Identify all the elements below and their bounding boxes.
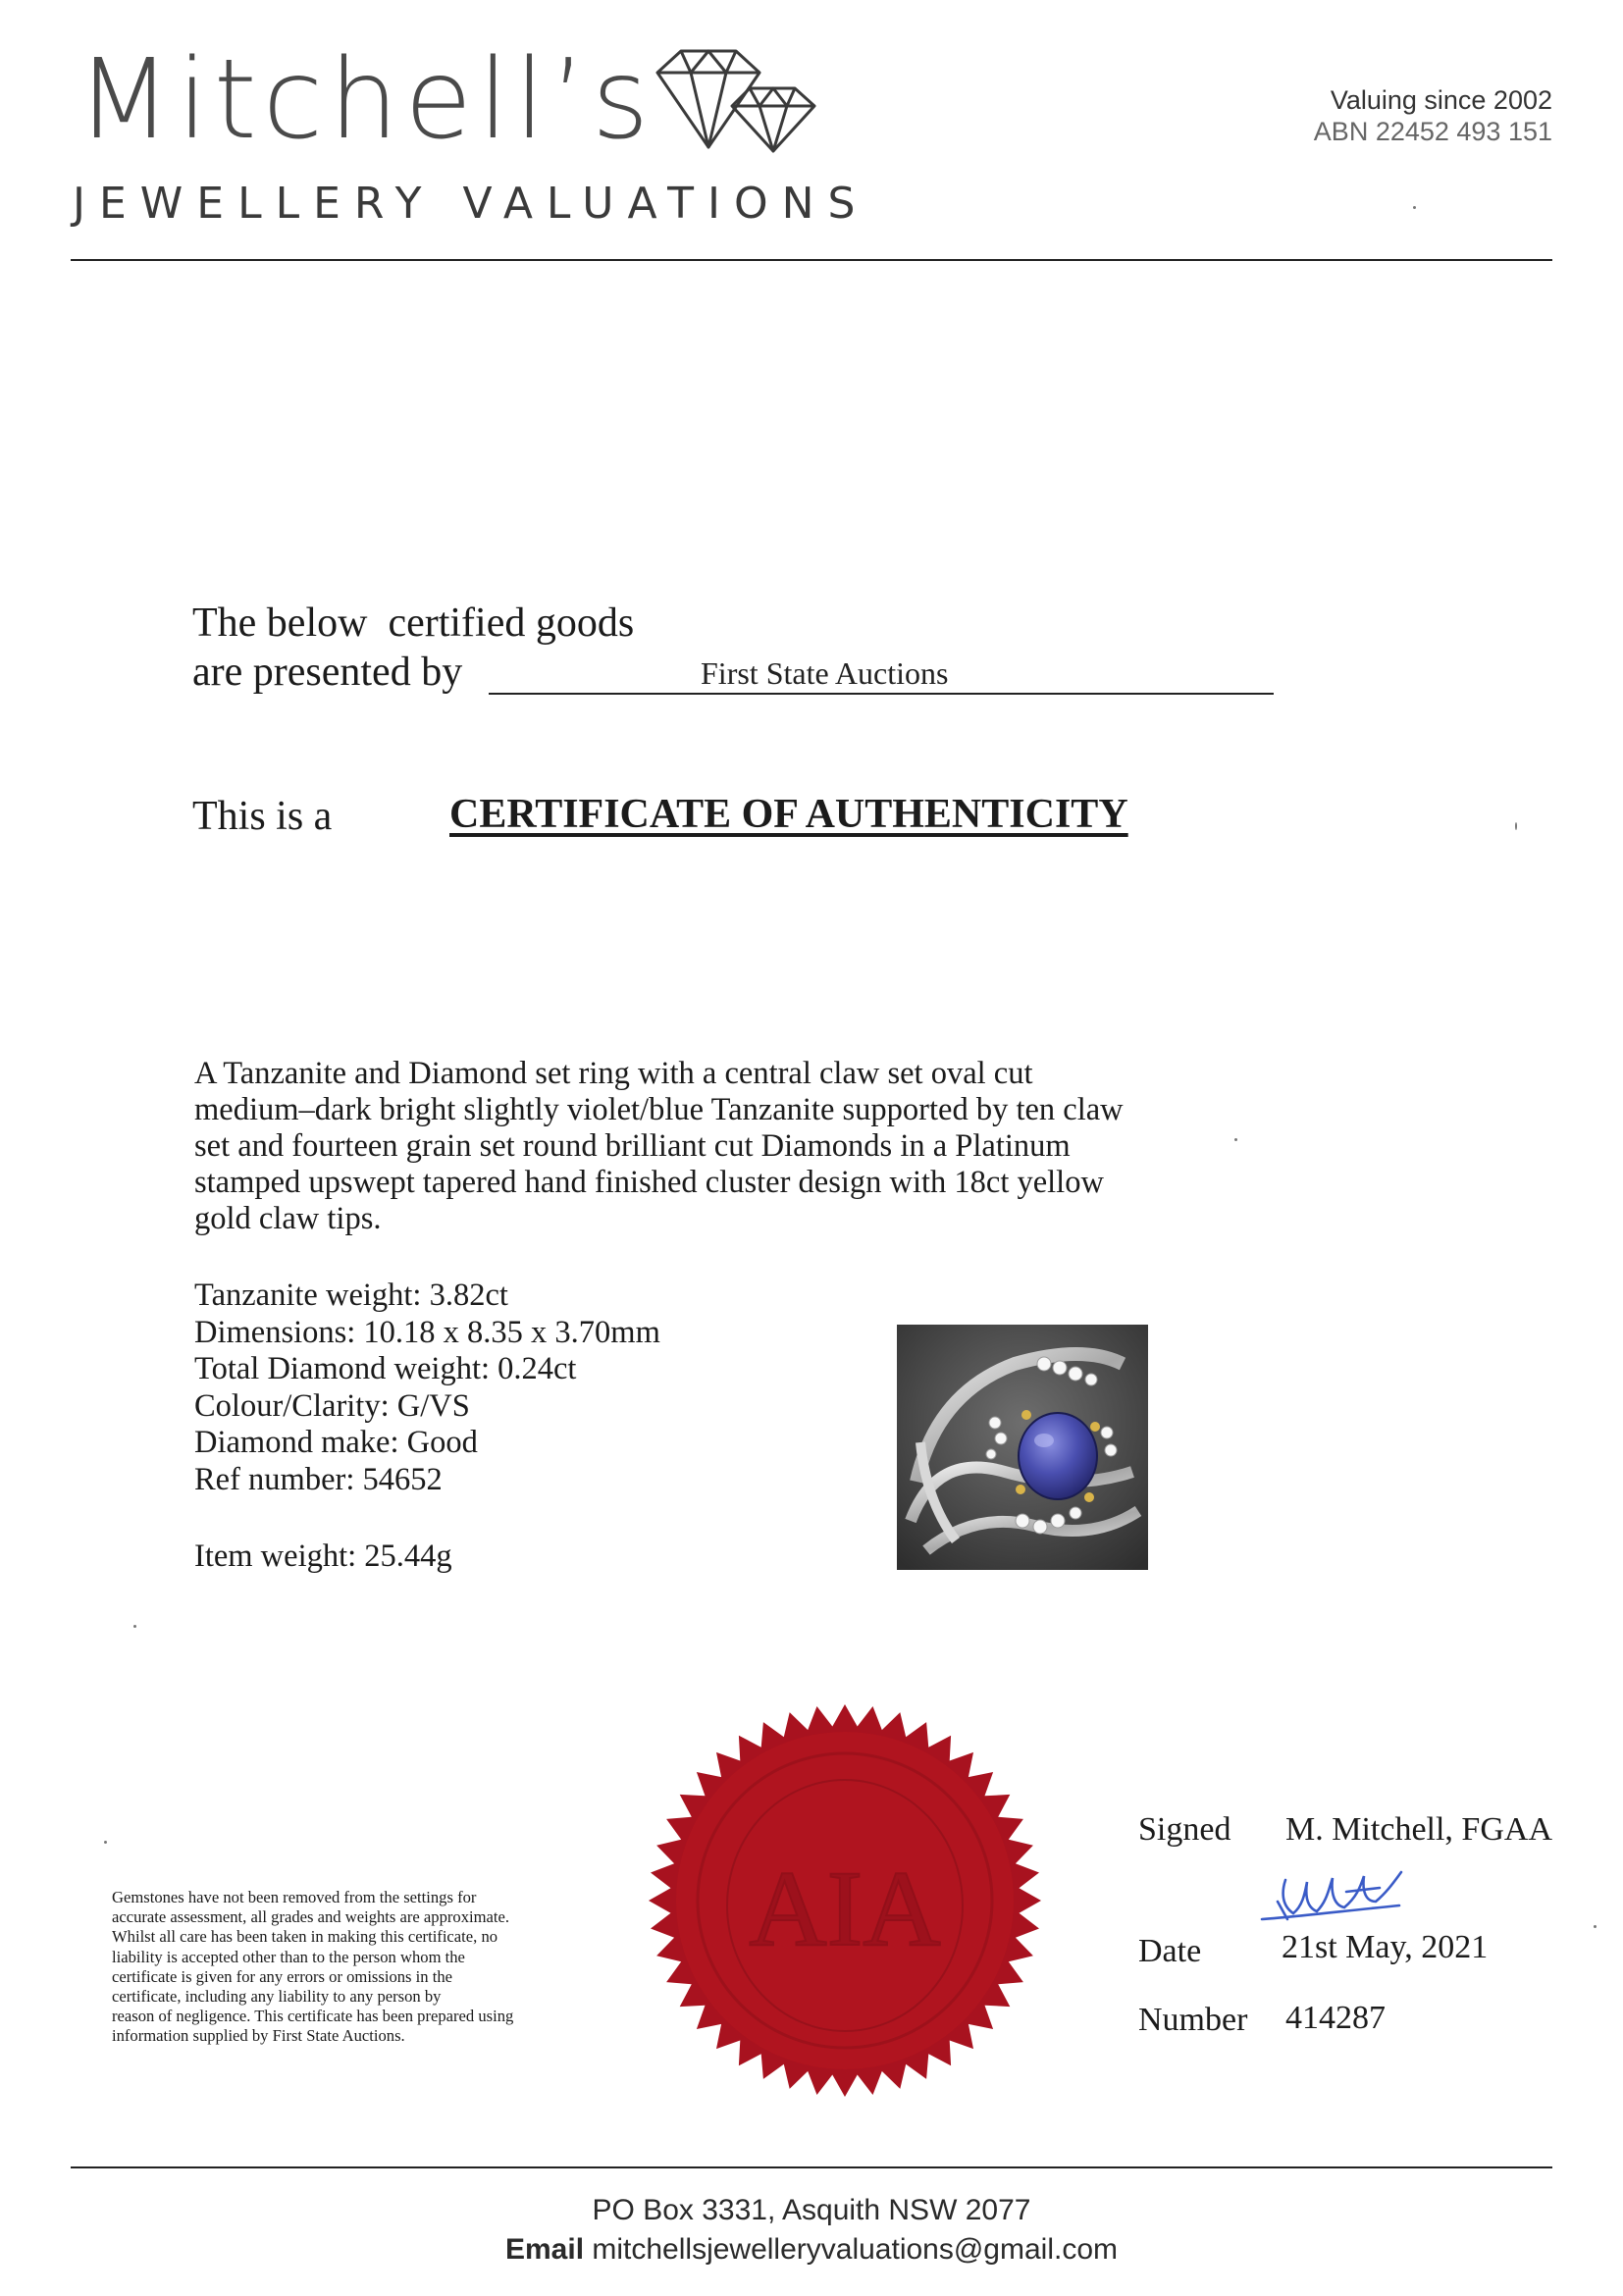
disclaimer-line: certificate is given for any errors or omissions in the <box>112 1966 452 1986</box>
item-description <box>194 1056 1234 1237</box>
description-line: stamped upswept tapered hand finished cluster design with 18ct yellow <box>194 1165 1104 1200</box>
description-line: medium–dark bright slightly violet/blue Tanzanite supported by ten claw <box>194 1092 1124 1127</box>
brand-subtitle: JEWELLERY VALUATIONS <box>73 179 869 229</box>
email-label: Email <box>504 2233 585 2266</box>
presenter-underline <box>489 693 1274 695</box>
date-value: 21st May, 2021 <box>1282 1929 1489 1965</box>
presenter-name: First State Auctions <box>701 655 949 691</box>
specifications <box>194 1278 660 1498</box>
tagline-block <box>1314 84 1552 147</box>
footer-address: PO Box 3331, Asquith NSW 2077 <box>592 2194 1031 2226</box>
description-line: A Tanzanite and Diamond set ring with a central claw set oval cut <box>194 1056 1033 1091</box>
number-label: Number <box>1138 2002 1248 2038</box>
tagline: Valuing since 2002 <box>1330 85 1552 115</box>
disclaimer-line: certificate, including any liability to any person by <box>112 1987 442 2007</box>
disclaimer-line: information supplied by First State Auctions. <box>112 2026 405 2046</box>
disclaimer <box>112 1888 602 2047</box>
description-line: gold claw tips. <box>194 1201 382 1236</box>
spec-ref-number: Ref number: 54652 <box>194 1461 443 1497</box>
disclaimer-line: liability is accepted other than to the person whom the <box>112 1947 465 1966</box>
item-weight: Item weight: 25.44g <box>194 1539 452 1574</box>
footer-divider <box>71 2166 1552 2168</box>
spec-colour-clarity: Colour/Clarity: G/VS <box>194 1387 470 1424</box>
signature-image <box>1252 1862 1488 1933</box>
intro-line-1: The below certified goods <box>192 600 635 646</box>
spec-diamond-make: Diamond make: Good <box>194 1425 478 1460</box>
scan-speck <box>104 1841 107 1844</box>
spec-dimensions: Dimensions: 10.18 x 8.35 x 3.70mm <box>194 1314 660 1350</box>
scan-speck <box>1594 1925 1597 1928</box>
signed-label: Signed <box>1138 1811 1231 1848</box>
diamond-icon <box>648 45 820 155</box>
signed-value: M. Mitchell, FGAA <box>1285 1811 1552 1848</box>
seal-image <box>644 1699 1046 2102</box>
scan-speck <box>1413 206 1416 209</box>
disclaimer-line: Whilst all care has been taken in making this certificate, no <box>112 1927 498 1947</box>
abn: ABN 22452 493 151 <box>1313 117 1552 146</box>
certificate-prefix: This is a <box>192 794 333 839</box>
disclaimer-line: reason of negligence. This certificate has been prepared using <box>112 2007 514 2026</box>
disclaimer-line: accurate assessment, all grades and weights are approximate. <box>112 1907 509 1927</box>
brand-name: Mitchell’s <box>77 36 655 164</box>
scan-speck <box>1515 822 1517 830</box>
ring-photo <box>897 1325 1148 1570</box>
number-value: 414287 <box>1285 2000 1386 2036</box>
spec-diamond-weight: Total Diamond weight: 0.24ct <box>194 1351 577 1386</box>
email-link[interactable]: mitchellsjewelleryvaluations@gmail.com <box>592 2233 1119 2266</box>
seal-emboss: AIA <box>749 1849 941 1968</box>
intro-line-2: are presented by <box>192 650 463 695</box>
disclaimer-line: Gemstones have not been removed from the settings for <box>112 1888 477 1906</box>
header-divider <box>71 259 1552 261</box>
scan-speck <box>133 1625 136 1628</box>
intro-text <box>192 599 634 697</box>
footer-email <box>0 2233 1623 2267</box>
spec-tanzanite-weight: Tanzanite weight: 3.82ct <box>194 1278 508 1313</box>
description-line: set and fourteen grain set round brilliant cut Diamonds in a Platinum <box>194 1128 1071 1164</box>
certificate-title: CERTIFICATE OF AUTHENTICITY <box>449 792 1128 837</box>
date-label: Date <box>1138 1933 1202 1969</box>
scan-speck <box>1234 1138 1237 1141</box>
